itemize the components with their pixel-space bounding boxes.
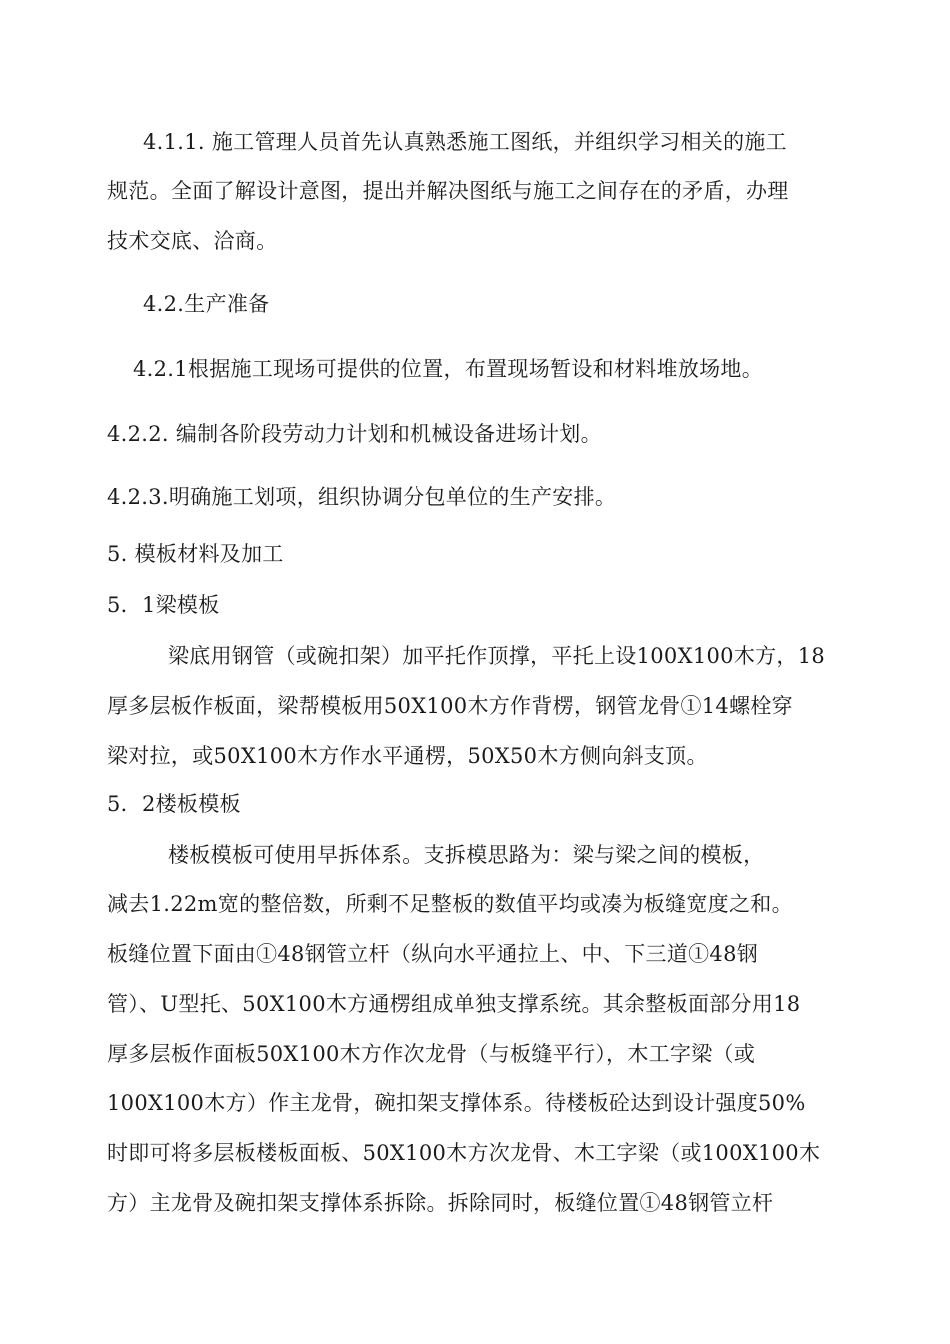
text-line: 梁对拉，或50X100木方作水平通楞，50X50木方侧向斜支顶。 bbox=[107, 744, 708, 768]
text-line: 板缝位置下面由①48钢管立杆（纵向水平通拉上、中、下三道①48钢 bbox=[107, 942, 759, 966]
text-line: 厚多层板作面板50X100木方作次龙骨（与板缝平行），木工字梁（或 bbox=[107, 1042, 756, 1066]
text-line: 减去1.22m宽的整倍数，所剩不足整板的数值平均或凑为板缝宽度之和。 bbox=[107, 892, 793, 916]
text-line: 4.2.3.明确施工划项，组织协调分包单位的生产安排。 bbox=[107, 485, 617, 509]
text-line: 规范。全面了解设计意图，提出并解决图纸与施工之间存在的矛盾，办理 bbox=[107, 179, 789, 203]
section-heading: 5．1梁模板 bbox=[107, 593, 220, 617]
text-line: 4.2.2. 编制各阶段劳动力计划和机械设备进场计划。 bbox=[107, 422, 602, 446]
text-line: 技术交底、洽商。 bbox=[107, 229, 278, 253]
text-line: 楼板模板可使用早拆体系。支拆模思路为：梁与梁之间的模板， bbox=[168, 843, 765, 867]
text-line: 管）、U型托、50X100木方通楞组成单独支撑系统。其余整板面部分用18 bbox=[107, 992, 801, 1016]
text-line: 4.1.1. 施工管理人员首先认真熟悉施工图纸，并组织学习相关的施工 bbox=[143, 130, 787, 154]
text-line: 100X100木方）作主龙骨，碗扣架支撑体系。待楼板砼达到设计强度50% bbox=[107, 1091, 806, 1115]
section-heading: 5. 模板材料及加工 bbox=[107, 542, 284, 566]
text-line: 方）主龙骨及碗扣架支撑体系拆除。拆除同时，板缝位置①48钢管立杆 bbox=[107, 1191, 774, 1215]
text-line: 4.2.1根据施工现场可提供的位置，布置现场暂设和材料堆放场地。 bbox=[133, 357, 764, 381]
text-line: 梁底用钢管（或碗扣架）加平托作顶撑，平托上设100X100木方，18 bbox=[168, 644, 826, 668]
text-line: 厚多层板作板面，梁帮模板用50X100木方作背楞，钢管龙骨①14螺栓穿 bbox=[107, 694, 793, 718]
section-heading: 5．2楼板模板 bbox=[107, 792, 241, 816]
text-line: 时即可将多层板楼板面板、50X100木方次龙骨、木工字梁（或100X100木 bbox=[107, 1141, 821, 1165]
section-heading: 4.2.生产准备 bbox=[143, 292, 270, 316]
